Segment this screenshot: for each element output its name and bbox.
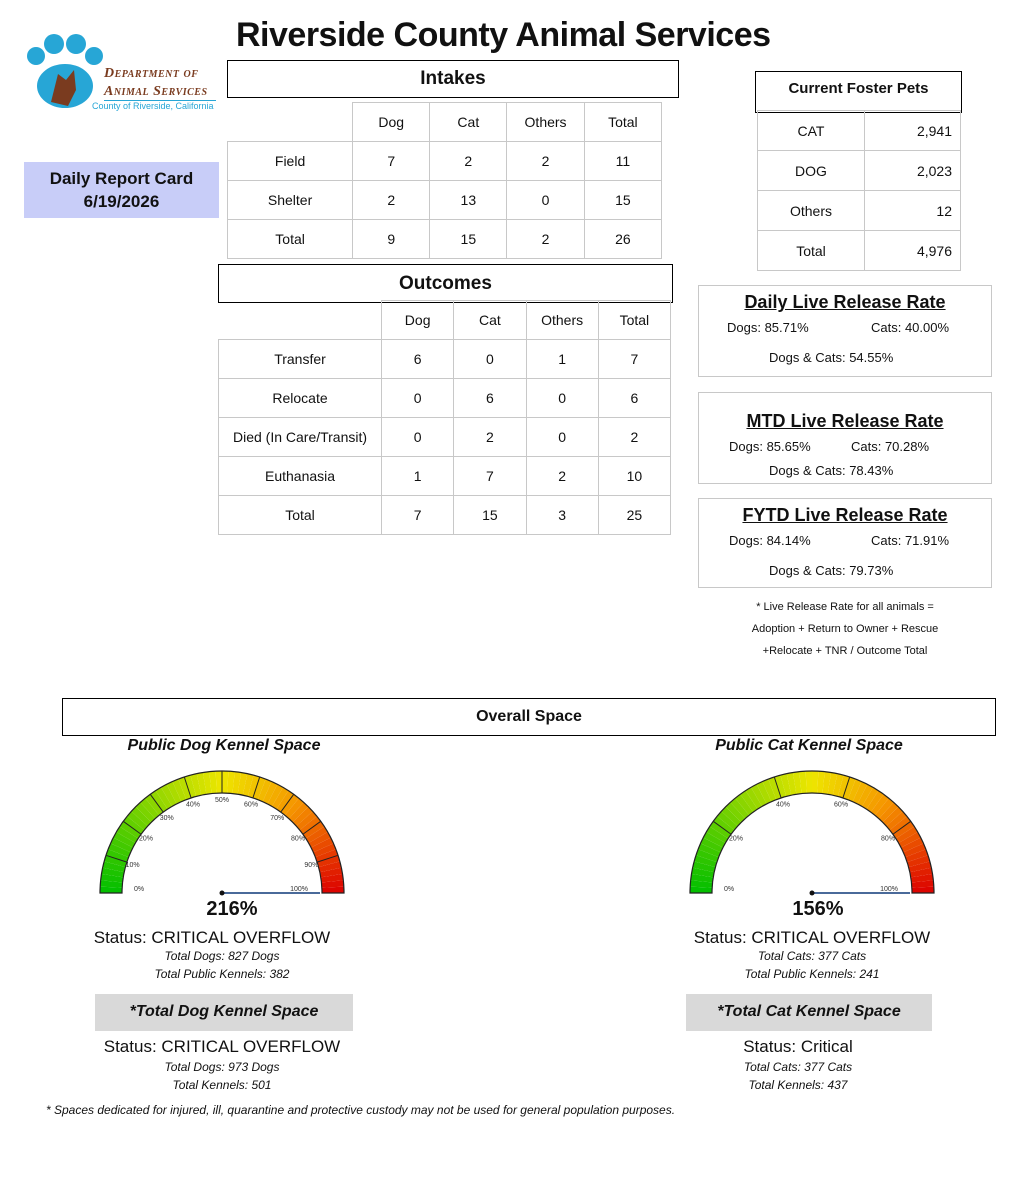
table-cell: 6: [598, 379, 670, 418]
cat-kennel-gauge: [686, 768, 940, 902]
row-label: Total: [228, 220, 353, 259]
table-cell: 25: [598, 496, 670, 535]
table-cell: 26: [584, 220, 661, 259]
dog-kennel-gauge: [96, 768, 350, 902]
table-cell: 2,941: [865, 111, 961, 151]
table-cell: 2: [507, 220, 584, 259]
table-cell: 10: [598, 457, 670, 496]
logo-text-line2: Animal Services: [104, 84, 208, 99]
foster-table: [757, 110, 961, 271]
intakes-header: [227, 60, 679, 98]
column-header: Cat: [454, 301, 526, 340]
table-cell: 2: [454, 418, 526, 457]
table-cell: 0: [454, 340, 526, 379]
daily-rate-title: Daily Live Release Rate: [744, 292, 946, 312]
foster-title: Current Foster Pets: [788, 80, 929, 97]
total-dog-status: Status: CRITICAL OVERFLOW: [103, 1037, 341, 1056]
total-cat-status: Status: Critical: [743, 1037, 853, 1056]
table-row: [758, 231, 961, 271]
dog-gauge-title: Public Dog Kennel Space: [127, 737, 321, 754]
total-dogs-count: Total Dogs: 973 Dogs: [164, 1060, 280, 1074]
daily-rate-cats: Cats: 40.00%: [871, 320, 950, 335]
row-label: DOG: [758, 151, 865, 191]
dog-total-count: Total Dogs: 827 Dogs: [164, 949, 280, 963]
cat-gauge-tick-label: 80%: [881, 835, 896, 843]
column-header: Total: [598, 301, 670, 340]
table-header-row: [228, 103, 662, 142]
column-header: Cat: [430, 103, 507, 142]
table-cell: 7: [454, 457, 526, 496]
table-cell: 0: [382, 418, 454, 457]
row-label: Transfer: [219, 340, 382, 379]
dog-status: Status: CRITICAL OVERFLOW: [93, 928, 331, 947]
total-dog-kennel-space-box: *Total Dog Kennel Space: [95, 994, 353, 1031]
table-cell: 7: [598, 340, 670, 379]
table-row: [219, 496, 671, 535]
note-line: +Relocate + TNR / Outcome Total: [762, 645, 928, 657]
cat-gauge-tick-label: 60%: [834, 801, 849, 809]
table-cell: 11: [584, 142, 661, 181]
daily-report-card: [24, 162, 219, 218]
logo-text-line1: Department of: [104, 66, 199, 81]
dog-gauge-tick-label: 20%: [138, 835, 153, 843]
dog-gauge-hub: [220, 891, 225, 896]
row-label: Shelter: [228, 181, 353, 220]
dog-gauge-tick-label: 30%: [159, 814, 174, 822]
outcomes-header: [218, 264, 673, 303]
table-cell: 0: [526, 379, 598, 418]
table-cell: 7: [382, 496, 454, 535]
outcomes-table: [218, 300, 671, 535]
table-cell: 2: [526, 457, 598, 496]
row-label: Euthanasia: [219, 457, 382, 496]
row-label: Total: [219, 496, 382, 535]
fytd-rate-combined: Dogs & Cats: 79.73%: [769, 563, 894, 578]
table-row: [219, 379, 671, 418]
column-header: Others: [507, 103, 584, 142]
note-line: Adoption + Return to Owner + Rescue: [751, 623, 939, 635]
table-cell: 15: [430, 220, 507, 259]
note-line: * Live Release Rate for all animals =: [756, 601, 934, 613]
row-label: Total: [758, 231, 865, 271]
fytd-rate-dogs: Dogs: 84.14%: [729, 533, 811, 548]
intakes-table: [227, 102, 662, 259]
dog-public-kennels: Total Public Kennels: 382: [154, 967, 290, 981]
dog-gauge-tick-label: 100%: [290, 886, 308, 893]
daily-report-label: Daily Report Card: [49, 169, 194, 188]
column-header: Total: [584, 103, 661, 142]
table-cell: 9: [353, 220, 430, 259]
table-cell: 13: [430, 181, 507, 220]
dog-gauge-tick-label: 0%: [134, 886, 145, 893]
column-header: Dog: [353, 103, 430, 142]
table-row: [219, 340, 671, 379]
table-cell: 3: [526, 496, 598, 535]
table-cell: 12: [865, 191, 961, 231]
column-header: Others: [526, 301, 598, 340]
table-cell: 2: [598, 418, 670, 457]
foster-header: [755, 71, 962, 113]
total-dog-kennels: Total Kennels: 501: [172, 1078, 272, 1092]
dog-gauge-percent: 216%: [206, 898, 258, 920]
table-row: [228, 220, 662, 259]
release-rate-note: [700, 596, 990, 662]
cat-gauge-hub: [810, 891, 815, 896]
table-cell: 15: [454, 496, 526, 535]
dog-gauge-tick-label: 80%: [291, 835, 306, 843]
cat-total-count: Total Cats: 377 Cats: [757, 949, 867, 963]
table-row: [758, 151, 961, 191]
dog-gauge-tick-label: 70%: [270, 814, 285, 822]
table-cell: 1: [526, 340, 598, 379]
table-row: [219, 418, 671, 457]
cat-gauge-title: Public Cat Kennel Space: [715, 737, 903, 754]
table-cell: 6: [382, 340, 454, 379]
mtd-rate-combined: Dogs & Cats: 78.43%: [769, 463, 894, 478]
total-cat-kennel-space-box: *Total Cat Kennel Space: [686, 994, 932, 1031]
table-cell: 1: [382, 457, 454, 496]
table-cell: 0: [382, 379, 454, 418]
mtd-rate-cats: Cats: 70.28%: [851, 439, 930, 454]
table-cell: 15: [584, 181, 661, 220]
row-label: Others: [758, 191, 865, 231]
dog-gauge-tick-label: 10%: [125, 861, 140, 869]
table-cell: 6: [454, 379, 526, 418]
mtd-rate-dogs: Dogs: 85.65%: [729, 439, 811, 454]
table-row: [228, 181, 662, 220]
dog-gauge-tick-label: 60%: [244, 801, 259, 809]
fytd-rate-box: [698, 498, 992, 588]
cat-gauge-tick-label: 100%: [880, 886, 898, 893]
table-row: [758, 111, 961, 151]
table-row: [758, 191, 961, 231]
cat-gauge-tick-label: 40%: [775, 801, 790, 809]
cat-public-kennels: Total Public Kennels: 241: [744, 967, 880, 981]
total-cat-kennels: Total Kennels: 437: [748, 1078, 848, 1092]
table-cell: 2: [353, 181, 430, 220]
dog-gauge-tick-label: 40%: [185, 801, 200, 809]
column-header: Dog: [382, 301, 454, 340]
table-cell: 2: [430, 142, 507, 181]
daily-rate-combined: Dogs & Cats: 54.55%: [769, 350, 894, 365]
daily-report-date: 6/19/2026: [83, 192, 160, 211]
fytd-rate-cats: Cats: 71.91%: [871, 533, 950, 548]
outcomes-title: Outcomes: [399, 273, 492, 294]
fytd-rate-title: FYTD Live Release Rate: [742, 505, 948, 525]
cat-status: Status: CRITICAL OVERFLOW: [693, 928, 931, 947]
intakes-title: Intakes: [420, 68, 486, 89]
dog-gauge-tick-label: 90%: [304, 861, 319, 869]
logo-subtitle: County of Riverside, California: [92, 101, 214, 111]
overall-space-title: Overall Space: [476, 708, 582, 725]
table-row: [219, 457, 671, 496]
table-cell: 2: [507, 142, 584, 181]
row-label: Field: [228, 142, 353, 181]
footnote: * Spaces dedicated for injured, ill, quarantine and protective custody may not be used for general population purposes.: [46, 1103, 676, 1117]
overall-space-header: [62, 698, 996, 736]
total-cats-count: Total Cats: 377 Cats: [743, 1060, 853, 1074]
mtd-rate-box: [698, 392, 992, 484]
table-header-row: [219, 301, 671, 340]
mtd-rate-title: MTD Live Release Rate: [746, 411, 944, 431]
table-cell: 4,976: [865, 231, 961, 271]
row-label: Relocate: [219, 379, 382, 418]
table-row: [228, 142, 662, 181]
row-label: Died (In Care/Transit): [219, 418, 382, 457]
page-title: Riverside County Animal Services: [236, 16, 771, 54]
row-label: CAT: [758, 111, 865, 151]
table-cell: 2,023: [865, 151, 961, 191]
table-cell: 0: [526, 418, 598, 457]
table-cell: 7: [353, 142, 430, 181]
daily-rate-dogs: Dogs: 85.71%: [727, 320, 809, 335]
cat-gauge-tick-label: 0%: [724, 886, 735, 893]
cat-gauge-percent: 156%: [792, 898, 844, 920]
daily-rate-box: [698, 285, 992, 377]
cat-gauge-tick-label: 20%: [728, 835, 743, 843]
table-cell: 0: [507, 181, 584, 220]
dog-gauge-tick-label: 50%: [214, 797, 230, 804]
